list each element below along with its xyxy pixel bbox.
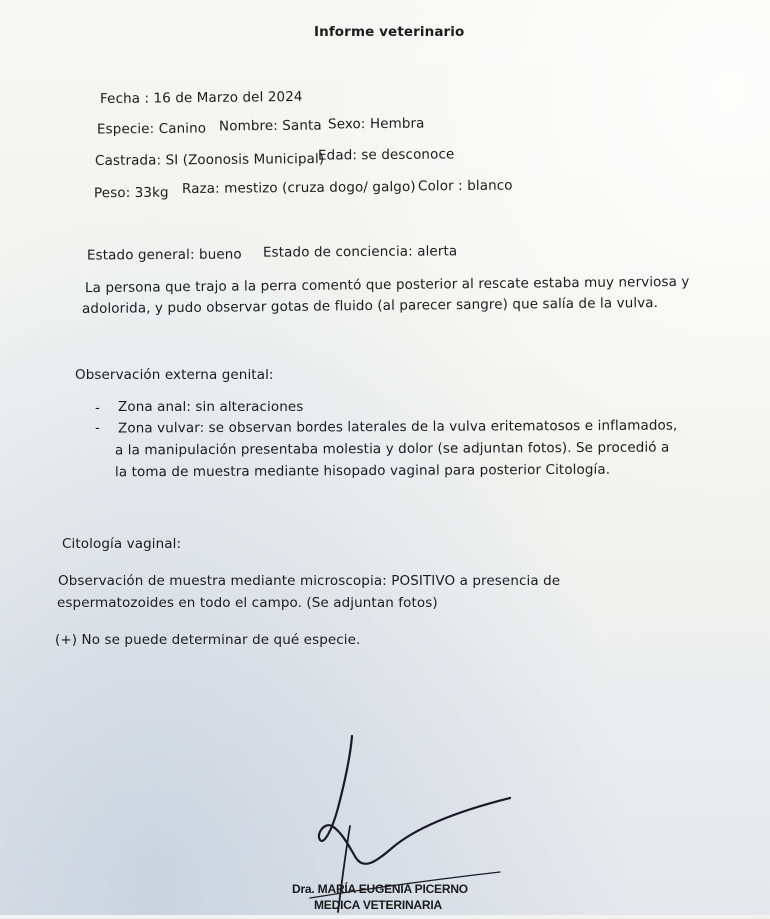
bullet-dash: - bbox=[95, 420, 100, 436]
bullet-dash: - bbox=[95, 400, 100, 416]
zona-anal: Zona anal: sin alteraciones bbox=[118, 399, 304, 415]
signature-title: MEDICA VETERINARIA bbox=[314, 898, 442, 912]
raza-field: Raza: mestizo (cruza dogo/ galgo) bbox=[181, 178, 416, 198]
citologia-line-2: espermatozoides en todo el campo. (Se adjuntan fotos) bbox=[57, 595, 438, 611]
zona-vulvar-line-3: la toma de muestra mediante hisopado vaginal para posterior Citología. bbox=[114, 461, 611, 481]
signature-name: Dra. MARÍA EUGENIA PICERNO bbox=[292, 882, 468, 896]
castrada-field: Castrada: SI (Zoonosis Municipal) bbox=[94, 151, 325, 169]
color-field: Color : blanco bbox=[417, 177, 513, 195]
zona-vulvar-line-1: Zona vulvar: se observan bordes laterales de la vulva eritematosos e inflamados, bbox=[117, 417, 678, 437]
relato-line-1: La persona que trajo a la perra comentó que posterior al rescate estaba muy nerviosa y bbox=[84, 273, 690, 297]
edad-field: Edad: se desconoce bbox=[317, 146, 455, 164]
obs-genital-heading: Observación externa genital: bbox=[75, 367, 274, 383]
document-title: Informe veterinario bbox=[314, 24, 465, 40]
signature-block bbox=[280, 730, 540, 915]
nota-especie: (+) No se puede determinar de qué especie. bbox=[55, 632, 361, 648]
estado-general: Estado general: bueno bbox=[86, 246, 242, 264]
fecha-field: Fecha : 16 de Marzo del 2024 bbox=[99, 88, 303, 108]
citologia-line-1: Observación de muestra mediante microscopia: POSITIVO a presencia de bbox=[58, 573, 561, 589]
citologia-heading: Citología vaginal: bbox=[62, 536, 182, 552]
nombre-field: Nombre: Santa bbox=[218, 117, 322, 135]
estado-conciencia: Estado de conciencia: alerta bbox=[262, 243, 458, 261]
especie-field: Especie: Canino bbox=[96, 120, 207, 138]
peso-field: Peso: 33kg bbox=[93, 184, 169, 202]
zona-vulvar-line-2: a la manipulación presentaba molestia y dolor (se adjuntan fotos). Se procedió a bbox=[114, 439, 670, 459]
sexo-field: Sexo: Hembra bbox=[327, 115, 425, 133]
relato-line-2: adolorida, y pudo observar gotas de fluido (al parecer sangre) que salía de la vulva. bbox=[81, 294, 659, 318]
